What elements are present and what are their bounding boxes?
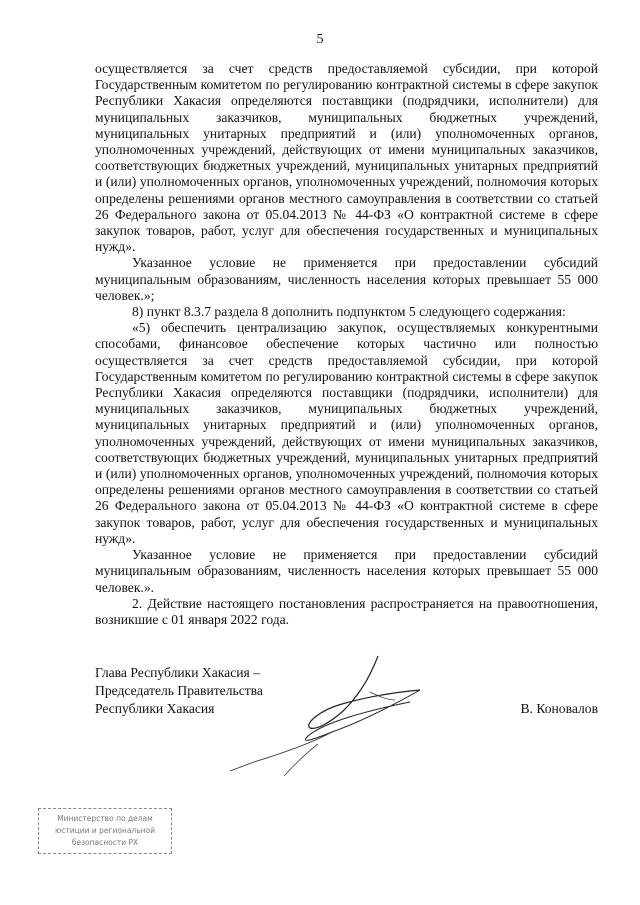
signatory-title-line: Председатель Правительства [95,683,263,698]
paragraph-item-8: 8) пункт 8.3.7 раздела 8 дополнить подпунктом 5 следующего содержания: [132,304,566,320]
paragraph-condition-2: Указанное условие не применяется при предоставлении субсидий муниципальным образованиям, численность населения которых превышает 55 000 человек.». [95,547,598,595]
signatory-title-line: Глава Республики Хакасия – [95,665,260,680]
paragraph-subitem-5: «5) обеспечить централизацию закупок, осуществляемых конкурентными способами, финансовое обеспечение которых частично или полностью осуществляется за счет средств предоставляемой субсидии, при которой Государственным комитетом по регулированию контрактной системы в сфере закупок Республики Хакасия определяются поставщики (подрядчики, исполнители) для муниципальных заказчиков, муниципальных бюджетных учреждений, муниципальных унитарных предприятий и (или) уполномоченных органов, уполномоченных учреждений, действующих от имени муниципальных заказчиков, соответствующих бюджетных учреждений, муниципальных унитарных предприятий и (или) уполномоченных органов, уполномоченных учреждений, полномочия которых определены решениями органов местного самоуправления в соответствии со статьей 26 Федерального закона от 05.04.2013 № 44-ФЗ «О контрактной системе в сфере закупок товаров, работ, услуг для обеспечения государственных и муниципальных нужд». [95,320,598,546]
handwritten-signature [220,652,460,787]
registration-stamp [38,808,172,854]
signatory-title-line: Республики Хакасия [95,701,215,716]
paragraph-effective-date: 2. Действие настоящего постановления распространяется на правоотношения, возникшие с 01 января 2022 года. [95,595,598,627]
page-number: 5 [316,32,324,47]
paragraph-condition-1: Указанное условие не применяется при предоставлении субсидий муниципальным образованиям, численность населения которых превышает 55 000 человек.»; [95,255,598,303]
signatory-name: В. Коновалов [520,701,598,716]
stamp-text: юстиции и региональной [54,826,156,835]
document-body [95,61,598,628]
paragraph-continuation: осуществляется за счет средств предоставляемой субсидии, при которой Государственным комитетом по регулированию контрактной системы в сфере закупок Республики Хакасия определяются поставщики (подрядчики, исполнители) для муниципальных заказчиков, муниципальных бюджетных учреждений, муниципальных унитарных предприятий и (или) уполномоченных органов, уполномоченных учреждений, действующих от имени муниципальных заказчиков, соответствующих бюджетных учреждений, муниципальных унитарных предприятий и (или) уполномоченных органов, уполномоченных учреждений, полномочия которых определены решениями органов местного самоуправления в соответствии со статьей 26 Федерального закона от 05.04.2013 № 44-ФЗ «О контрактной системе в сфере закупок товаров, работ, услуг для обеспечения государственных и муниципальных нужд». [95,61,598,255]
stamp-text: безопасности РХ [71,838,139,847]
stamp-text: Министерство по делам [57,814,153,823]
